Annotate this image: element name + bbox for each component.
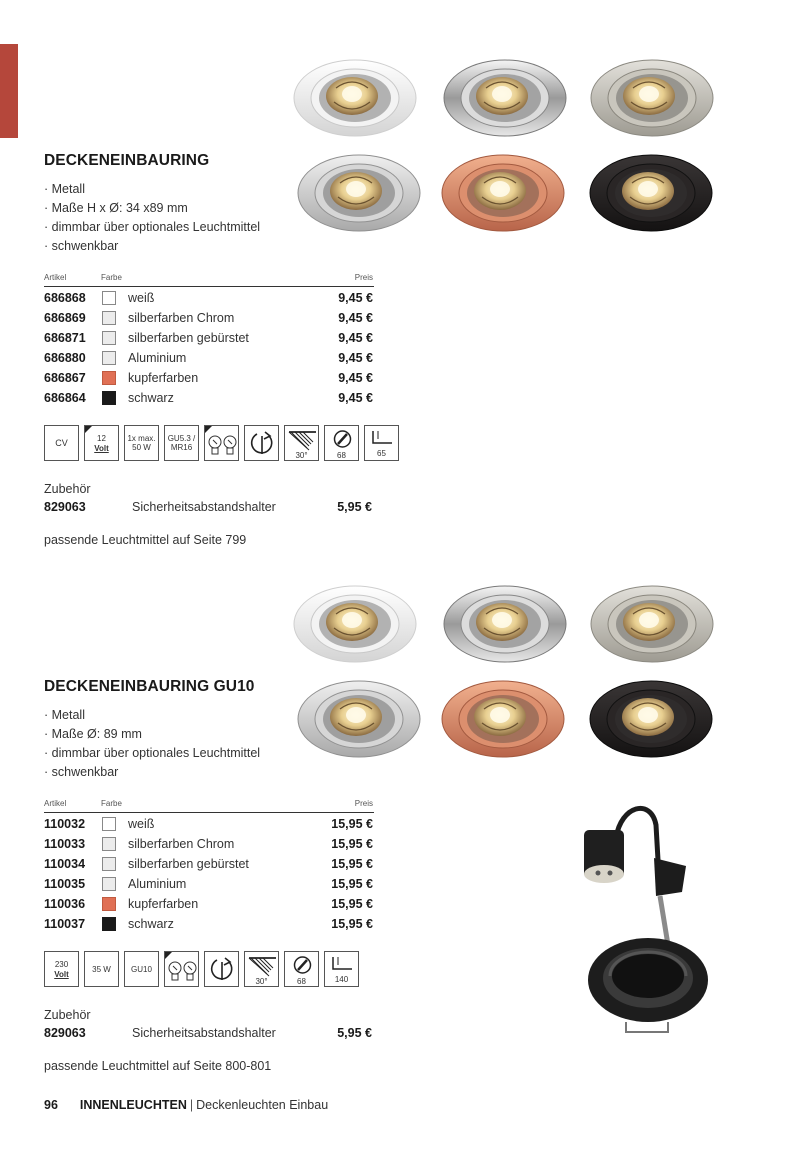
table-row [44,348,374,368]
table-row [44,388,374,408]
power-icon: 35 W [84,951,119,987]
table-row [44,854,374,874]
feature-item: · Metall [44,708,85,722]
header-color: Farbe [101,273,122,282]
feature-item: · Maße Ø: 89 mm [44,727,142,741]
table-row [44,874,374,894]
variant-table [44,814,374,934]
header-price: Preis [354,799,373,808]
accessory-price: 5,95 € [337,500,372,514]
price: 15,95 € [331,917,373,931]
ip-rating-icon: 68 [324,425,359,461]
dimmable-bulb-icon [164,951,199,987]
cv-icon: CV [44,425,79,461]
volt-icon: 230 Volt [44,951,79,987]
price: 9,45 € [338,331,373,345]
lamp-image-aluminium [296,153,422,233]
ip-rating-icon: 68 [284,951,319,987]
accessory-article: 829063 [44,1026,86,1040]
table-row [44,288,374,308]
table-row [44,914,374,934]
color-name: Aluminium [128,877,187,891]
header-article: Artikel [44,799,67,808]
accessory-label: Zubehör [44,1008,91,1022]
article-number: 110032 [44,817,86,831]
color-swatch [102,837,116,851]
product-title: DECKENEINBAURING GU10 [44,678,255,695]
color-name: Aluminium [128,351,187,365]
lamp-image-black [588,153,714,233]
section-color-tab [0,44,18,138]
lamp-image-brushed [589,584,715,664]
swivel-icon [204,951,239,987]
accessory-label: Zubehör [44,482,91,496]
color-name: weiß [128,817,155,831]
swivel-icon [244,425,279,461]
color-swatch [102,371,116,385]
bulb-reference-note: passende Leuchtmittel auf Seite 800-801 [44,1059,272,1073]
variant-table [44,288,374,408]
color-swatch [102,391,116,405]
price: 9,45 € [338,391,373,405]
price: 9,45 € [338,371,373,385]
article-number: 110035 [44,877,86,891]
footer-subcategory: Deckenleuchten Einbau [196,1098,329,1112]
article-number: 110037 [44,917,86,931]
article-number: 110036 [44,897,86,911]
accessory-article: 829063 [44,500,86,514]
price: 15,95 € [331,877,373,891]
color-name: silberfarben gebürstet [128,857,249,871]
dimmable-bulb-icon [204,425,239,461]
price: 15,95 € [331,837,373,851]
feature-item: · Metall [44,182,85,196]
beam-angle-icon: 30° [284,425,319,461]
page-footer [44,1098,328,1112]
table-row [44,368,374,388]
product-title: DECKENEINBAURING [44,152,210,169]
lamp-image-brushed [589,58,715,138]
color-swatch [102,311,116,325]
lamp-image-chrome [442,58,568,138]
header-color: Farbe [101,799,122,808]
bulb-reference-note: passende Leuchtmittel auf Seite 799 [44,533,247,547]
price: 9,45 € [338,351,373,365]
article-number: 110033 [44,837,86,851]
color-name: schwarz [128,391,174,405]
lamp-image-chrome [442,584,568,664]
footer-separator: | [189,1098,194,1112]
lamp-image-white [292,584,418,664]
lamp-image-black [588,679,714,759]
color-name: silberfarben Chrom [128,311,235,325]
price: 9,45 € [338,291,373,305]
feature-list [44,180,260,256]
gu10-socket-fitting-image [576,800,746,1045]
accessory-name: Sicherheitsabstandshalter [132,500,276,514]
color-name: weiß [128,291,155,305]
color-swatch [102,877,116,891]
table-row [44,894,374,914]
mounting-depth-icon: 140 [324,951,359,987]
table-row [44,308,374,328]
article-number: 686867 [44,371,86,385]
footer-category: INNENLEUCHTEN [79,1098,187,1112]
table-row [44,814,374,834]
accessory-name: Sicherheitsabstandshalter [132,1026,276,1040]
product-image-group [290,581,720,771]
feature-item: · schwenkbar [44,765,119,779]
article-number: 686869 [44,311,86,325]
table-row [44,834,374,854]
feature-item: · schwenkbar [44,239,119,253]
socket-icon: GU5.3 / MR16 [164,425,199,461]
color-swatch [102,331,116,345]
article-number: 686864 [44,391,86,405]
color-swatch [102,291,116,305]
color-name: schwarz [128,917,174,931]
mounting-depth-icon: 65 [364,425,399,461]
header-price: Preis [354,273,373,282]
beam-angle-icon: 30° [244,951,279,987]
socket-icon: GU10 [124,951,159,987]
header-article: Artikel [44,273,67,282]
volt-icon: 12 Volt [84,425,119,461]
price: 15,95 € [331,857,373,871]
table-row [44,328,374,348]
lamp-image-copper [440,153,566,233]
article-number: 686880 [44,351,86,365]
color-name: kupferfarben [128,371,199,385]
color-swatch [102,857,116,871]
article-number: 686871 [44,331,86,345]
color-swatch [102,897,116,911]
lamp-image-aluminium [296,679,422,759]
price: 15,95 € [331,817,373,831]
table-header [44,273,374,287]
lamp-image-copper [440,679,566,759]
color-name: kupferfarben [128,897,199,911]
color-swatch [102,351,116,365]
page-number: 96 [44,1098,58,1112]
power-icon: 1x max. 50 W [124,425,159,461]
price: 9,45 € [338,311,373,325]
article-number: 686868 [44,291,86,305]
accessory-price: 5,95 € [337,1026,372,1040]
product-image-group [290,55,720,245]
feature-item: · dimmbar über optionales Leuchtmittel [44,220,261,234]
table-header [44,799,374,813]
feature-list [44,706,260,782]
color-name: silberfarben gebürstet [128,331,249,345]
color-swatch [102,917,116,931]
article-number: 110034 [44,857,86,871]
color-name: silberfarben Chrom [128,837,235,851]
price: 15,95 € [331,897,373,911]
feature-item: · dimmbar über optionales Leuchtmittel [44,746,261,760]
lamp-image-white [292,58,418,138]
feature-item: · Maße H x Ø: 34 x89 mm [44,201,188,215]
color-swatch [102,817,116,831]
